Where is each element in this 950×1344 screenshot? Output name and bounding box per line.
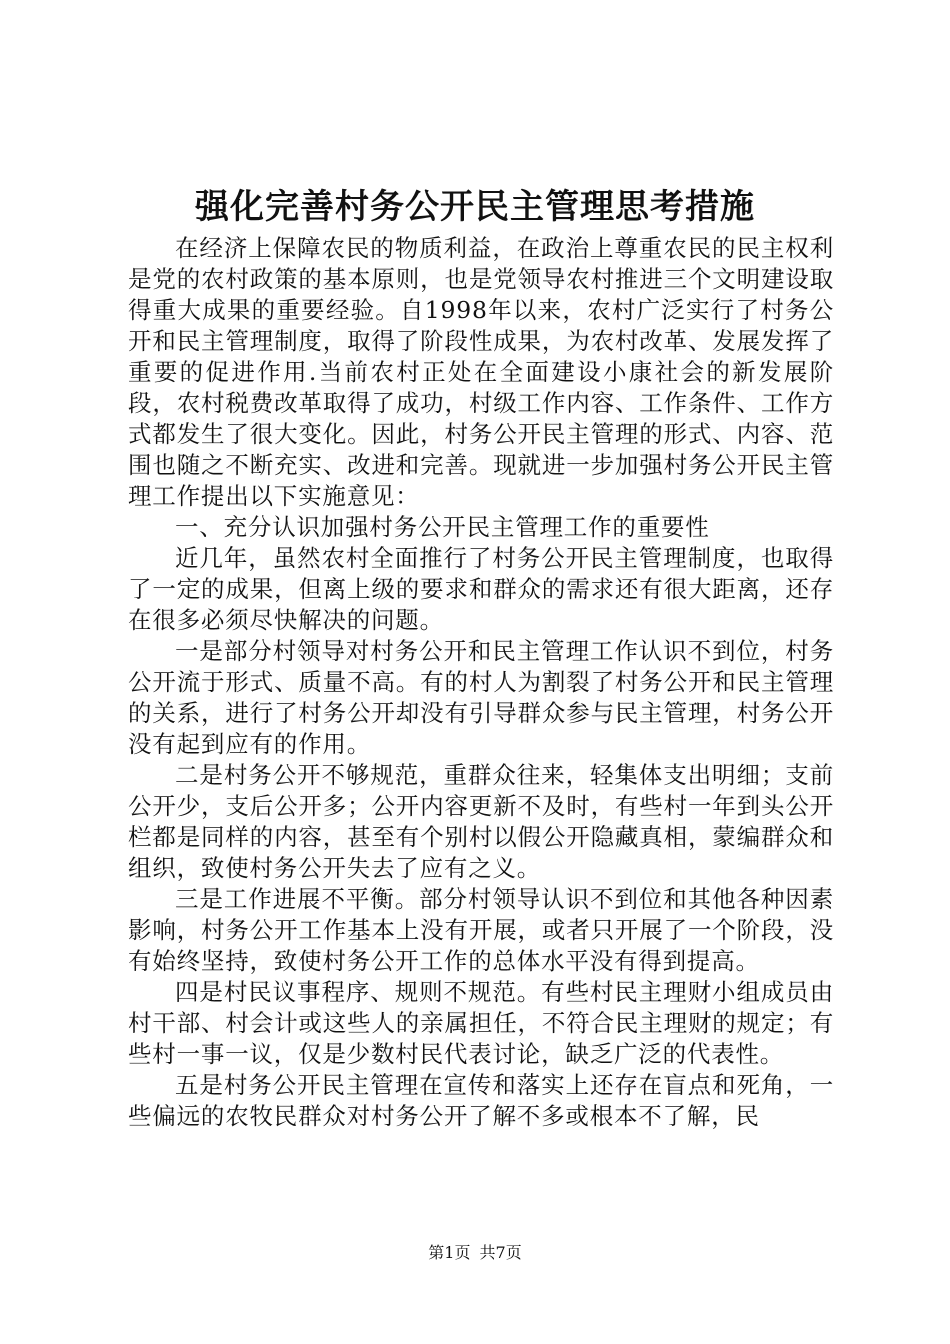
document-title: 强化完善村务公开民主管理思考措施	[195, 187, 755, 227]
section-heading: 一、充分认识加强村务公开民主管理工作的重要性	[175, 513, 710, 541]
paragraph-overview: 近几年，虽然农村全面推行了村务公开民主管理制度，也取得了一定的成果，但离上级的要求和群众的需求还有很大距离，还存在很多必须尽快解决的问题。	[128, 544, 834, 634]
paragraph-intro: 在经济上保障农民的物质利益，在政治上尊重农民的民主权利是党的农村政策的基本原则，也是党领导农村推进三个文明建设取得重大成果的重要经验。自1998年以来，农村广泛实行了村务公开和民主管理制度，取得了阶段性成果，为农村改革、发展发挥了重要的促进作用.当前农村正处在全面建设小康社会的新发展阶段，农村税费改革取得了成功，村级工作内容、工作条件、工作方式都发生了很大变化。因此，村务公开民主管理的形式、内容、范围也随之不断充实、改进和完善。现就进一步加强村务公开民主管理工作提出以下实施意见：	[128, 234, 834, 510]
page-number: 第1页	[428, 1243, 471, 1262]
page-total: 共7页	[479, 1243, 522, 1262]
paragraph-issue-3: 三是工作进展不平衡。部分村领导认识不到位和其他各种因素影响，村务公开工作基本上没有开展，或者只开展了一个阶段，没有始终坚持，致使村务公开工作的总体水平没有得到提高。	[128, 885, 834, 975]
document-body	[128, 233, 834, 1132]
page-footer	[0, 1242, 950, 1264]
paragraph-issue-2: 二是村务公开不够规范，重群众往来，轻集体支出明细；支前公开少，支后公开多；公开内容更新不及时，有些村一年到头公开栏都是同样的内容，甚至有个别村以假公开隐藏真相，蒙编群众和组织，致使村务公开失去了应有之义。	[128, 761, 834, 882]
paragraph-issue-1: 一是部分村领导对村务公开和民主管理工作认识不到位，村务公开流于形式、质量不高。有的村人为割裂了村务公开和民主管理的关系，进行了村务公开却没有引导群众参与民主管理，村务公开没有起到应有的作用。	[128, 637, 834, 758]
paragraph-issue-4: 四是村民议事程序、规则不规范。有些村民主理财小组成员由村干部、村会计或这些人的亲属担任，不符合民主理财的规定；有些村一事一议，仅是少数村民代表讨论，缺乏广泛的代表性。	[128, 978, 834, 1068]
paragraph-issue-5: 五是村务公开民主管理在宣传和落实上还存在盲点和死角，一些偏远的农牧民群众对村务公开了解不多或根本不了解，民	[128, 1071, 834, 1130]
